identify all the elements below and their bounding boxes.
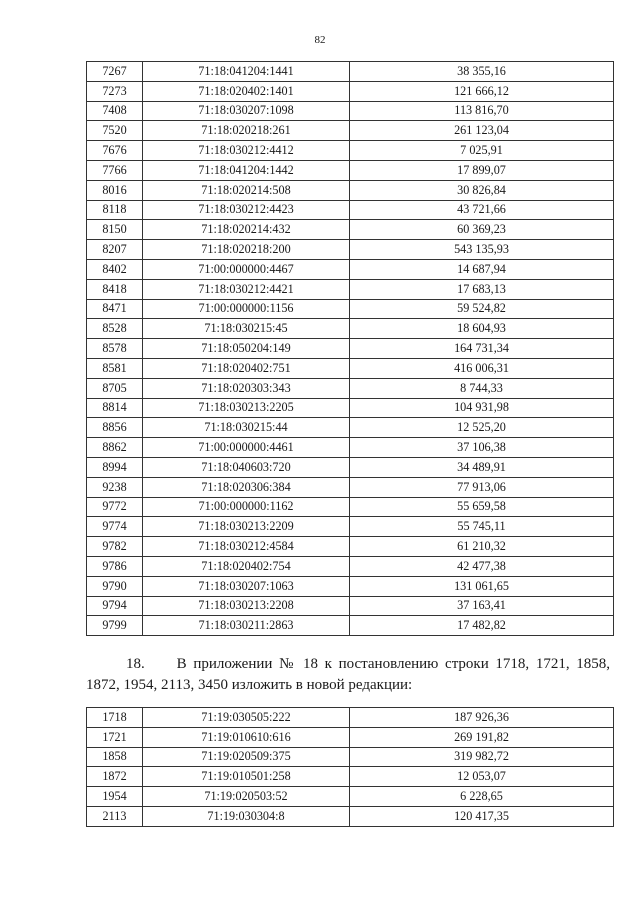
value-cell: 77 913,06 (350, 477, 614, 497)
table-row (87, 457, 614, 477)
row-number-cell: 1721 (87, 727, 143, 747)
cadastral-number-cell: 71:18:030207:1098 (143, 101, 350, 121)
value-cell: 120 417,35 (350, 806, 614, 826)
cadastral-number-cell: 71:18:030211:2863 (143, 616, 350, 636)
cadastral-number-cell: 71:18:030215:45 (143, 319, 350, 339)
row-number-cell: 8994 (87, 457, 143, 477)
row-number-cell: 8528 (87, 319, 143, 339)
cadastral-number-cell: 71:18:020218:261 (143, 121, 350, 141)
value-cell: 187 926,36 (350, 708, 614, 728)
cadastral-number-cell: 71:18:050204:149 (143, 339, 350, 359)
value-cell: 55 659,58 (350, 497, 614, 517)
cadastral-number-cell: 71:18:030215:44 (143, 418, 350, 438)
value-cell: 6 228,65 (350, 787, 614, 807)
row-number-cell: 9774 (87, 517, 143, 537)
table-row (87, 358, 614, 378)
cadastral-table-1 (86, 61, 614, 636)
row-number-cell: 1718 (87, 708, 143, 728)
value-cell: 42 477,38 (350, 556, 614, 576)
value-cell: 61 210,32 (350, 537, 614, 557)
table-row (87, 438, 614, 458)
table-row (87, 576, 614, 596)
value-cell: 164 731,34 (350, 339, 614, 359)
value-cell: 113 816,70 (350, 101, 614, 121)
value-cell: 60 369,23 (350, 220, 614, 240)
cadastral-number-cell: 71:18:020214:432 (143, 220, 350, 240)
table-row (87, 418, 614, 438)
row-number-cell: 8418 (87, 279, 143, 299)
cadastral-number-cell: 71:18:030212:4412 (143, 141, 350, 161)
row-number-cell: 1858 (87, 747, 143, 767)
table-row (87, 596, 614, 616)
row-number-cell: 9782 (87, 537, 143, 557)
cadastral-number-cell: 71:19:010610:616 (143, 727, 350, 747)
row-number-cell: 9790 (87, 576, 143, 596)
table-row (87, 767, 614, 787)
row-number-cell: 1954 (87, 787, 143, 807)
table-row (87, 398, 614, 418)
value-cell: 543 135,93 (350, 240, 614, 260)
row-number-cell: 9786 (87, 556, 143, 576)
cadastral-number-cell: 71:18:030212:4423 (143, 200, 350, 220)
value-cell: 121 666,12 (350, 81, 614, 101)
table-row (87, 537, 614, 557)
cadastral-number-cell: 71:19:030505:222 (143, 708, 350, 728)
cadastral-table-2 (86, 707, 614, 827)
paragraph-text: В приложении № 18 к постановлению строки 1718, 1721, 1858, 1872, 1954, 2113, 3450 изложить в новой редакции: (86, 656, 610, 693)
value-cell: 37 163,41 (350, 596, 614, 616)
row-number-cell: 9799 (87, 616, 143, 636)
table-row (87, 101, 614, 121)
row-number-cell: 7267 (87, 62, 143, 82)
table-row (87, 81, 614, 101)
row-number-cell: 7520 (87, 121, 143, 141)
value-cell: 18 604,93 (350, 319, 614, 339)
row-number-cell: 7273 (87, 81, 143, 101)
table-row (87, 279, 614, 299)
value-cell: 261 123,04 (350, 121, 614, 141)
value-cell: 104 931,98 (350, 398, 614, 418)
row-number-cell: 8016 (87, 180, 143, 200)
cadastral-number-cell: 71:18:030213:2205 (143, 398, 350, 418)
value-cell: 269 191,82 (350, 727, 614, 747)
cadastral-number-cell: 71:18:030212:4584 (143, 537, 350, 557)
table-row (87, 727, 614, 747)
row-number-cell: 7676 (87, 141, 143, 161)
table-row (87, 319, 614, 339)
table-row (87, 240, 614, 260)
value-cell: 59 524,82 (350, 299, 614, 319)
table-row (87, 477, 614, 497)
paragraph-number: 18. (126, 656, 145, 672)
row-number-cell: 8578 (87, 339, 143, 359)
cadastral-number-cell: 71:18:020306:384 (143, 477, 350, 497)
table-row (87, 121, 614, 141)
cadastral-number-cell: 71:18:030207:1063 (143, 576, 350, 596)
row-number-cell: 8581 (87, 358, 143, 378)
row-number-cell: 2113 (87, 806, 143, 826)
cadastral-number-cell: 71:18:020402:751 (143, 358, 350, 378)
cadastral-number-cell: 71:19:020503:52 (143, 787, 350, 807)
cadastral-number-cell: 71:18:040603:720 (143, 457, 350, 477)
row-number-cell: 8207 (87, 240, 143, 260)
value-cell: 17 899,07 (350, 160, 614, 180)
table-row (87, 62, 614, 82)
value-cell: 37 106,38 (350, 438, 614, 458)
row-number-cell: 8471 (87, 299, 143, 319)
row-number-cell: 8856 (87, 418, 143, 438)
table-row (87, 339, 614, 359)
value-cell: 12 525,20 (350, 418, 614, 438)
table-row (87, 259, 614, 279)
row-number-cell: 8814 (87, 398, 143, 418)
table-row (87, 160, 614, 180)
cadastral-number-cell: 71:18:041204:1442 (143, 160, 350, 180)
cadastral-number-cell: 71:00:000000:1156 (143, 299, 350, 319)
table-row (87, 378, 614, 398)
cadastral-number-cell: 71:18:041204:1441 (143, 62, 350, 82)
cadastral-number-cell: 71:18:020303:343 (143, 378, 350, 398)
value-cell: 8 744,33 (350, 378, 614, 398)
cadastral-number-cell: 71:19:030304:8 (143, 806, 350, 826)
cadastral-number-cell: 71:18:020402:1401 (143, 81, 350, 101)
value-cell: 131 061,65 (350, 576, 614, 596)
cadastral-number-cell: 71:19:010501:258 (143, 767, 350, 787)
row-number-cell: 8862 (87, 438, 143, 458)
cadastral-number-cell: 71:18:020218:200 (143, 240, 350, 260)
table-row (87, 708, 614, 728)
value-cell: 17 482,82 (350, 616, 614, 636)
value-cell: 30 826,84 (350, 180, 614, 200)
cadastral-number-cell: 71:18:020402:754 (143, 556, 350, 576)
value-cell: 7 025,91 (350, 141, 614, 161)
cadastral-number-cell: 71:19:020509:375 (143, 747, 350, 767)
row-number-cell: 9772 (87, 497, 143, 517)
cadastral-number-cell: 71:00:000000:4461 (143, 438, 350, 458)
row-number-cell: 8705 (87, 378, 143, 398)
table-row (87, 220, 614, 240)
cadastral-number-cell: 71:18:030213:2209 (143, 517, 350, 537)
table-row (87, 787, 614, 807)
cadastral-number-cell: 71:18:030212:4421 (143, 279, 350, 299)
table-row (87, 299, 614, 319)
row-number-cell: 1872 (87, 767, 143, 787)
value-cell: 416 006,31 (350, 358, 614, 378)
row-number-cell: 8402 (87, 259, 143, 279)
table-row (87, 200, 614, 220)
table-row (87, 517, 614, 537)
value-cell: 43 721,66 (350, 200, 614, 220)
paragraph-item-18 (86, 654, 610, 696)
cadastral-number-cell: 71:00:000000:1162 (143, 497, 350, 517)
row-number-cell: 9238 (87, 477, 143, 497)
row-number-cell: 7766 (87, 160, 143, 180)
table-row (87, 556, 614, 576)
cadastral-number-cell: 71:18:030213:2208 (143, 596, 350, 616)
value-cell: 12 053,07 (350, 767, 614, 787)
row-number-cell: 8150 (87, 220, 143, 240)
value-cell: 17 683,13 (350, 279, 614, 299)
table-row (87, 497, 614, 517)
value-cell: 38 355,16 (350, 62, 614, 82)
row-number-cell: 8118 (87, 200, 143, 220)
value-cell: 14 687,94 (350, 259, 614, 279)
table-row (87, 141, 614, 161)
table-row (87, 616, 614, 636)
cadastral-number-cell: 71:18:020214:508 (143, 180, 350, 200)
value-cell: 55 745,11 (350, 517, 614, 537)
table-row (87, 747, 614, 767)
row-number-cell: 9794 (87, 596, 143, 616)
value-cell: 319 982,72 (350, 747, 614, 767)
value-cell: 34 489,91 (350, 457, 614, 477)
page-number: 82 (314, 34, 326, 46)
row-number-cell: 7408 (87, 101, 143, 121)
cadastral-number-cell: 71:00:000000:4467 (143, 259, 350, 279)
table-row (87, 806, 614, 826)
table-row (87, 180, 614, 200)
